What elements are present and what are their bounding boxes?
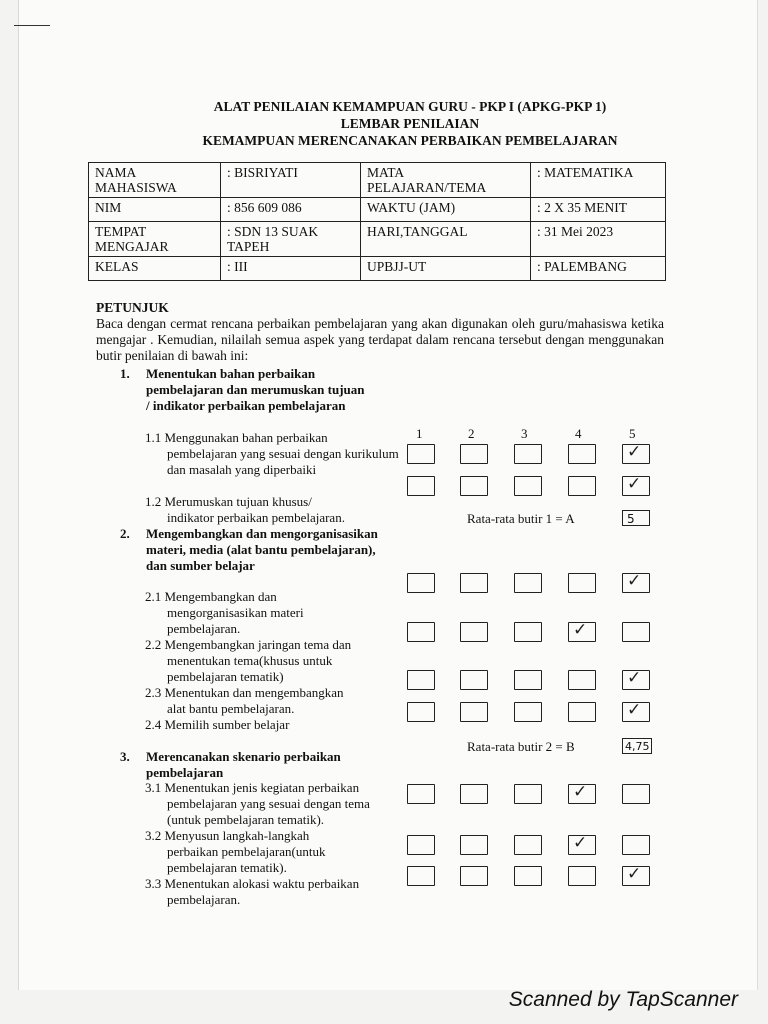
- title-line-1: ALAT PENILAIAN KEMAMPUAN GURU - PKP I (APKG-PKP 1): [213, 99, 607, 114]
- title-line-3: KEMAMPUAN MERENCANAKAN PERBAIKAN PEMBELAJARAN: [202, 133, 618, 148]
- tempat-value: : SDN 13 SUAK TAPEH: [221, 222, 361, 257]
- tempat-label: TEMPAT MENGAJAR: [89, 222, 221, 257]
- item-3-2-number: 3.2: [145, 828, 162, 843]
- kelas-value: : III: [221, 257, 361, 281]
- rating-box-3[interactable]: [514, 702, 542, 722]
- upbjj-label: UPBJJ-UT: [361, 257, 531, 281]
- item-3-1-number: 3.1: [145, 780, 162, 795]
- scanner-watermark: Scanned by TapScanner: [508, 988, 738, 1011]
- rating-box-2[interactable]: [460, 784, 488, 804]
- item-2-1-rest: mengorganisasikan materi pembelajaran.: [167, 605, 304, 636]
- nama-label: NAMA MAHASISWA: [89, 163, 221, 198]
- item-2-3: [145, 685, 405, 717]
- item-1-2-rest: indikator perbaikan pembelajaran.: [167, 510, 345, 525]
- scale-5: 5: [629, 426, 636, 441]
- rating-box-3[interactable]: [514, 573, 542, 593]
- item-3-3: [145, 876, 407, 908]
- item-3-2: [145, 828, 405, 876]
- title-line-2: LEMBAR PENILAIAN: [340, 116, 480, 131]
- kelas-label: KELAS: [89, 257, 221, 281]
- scale-2: 2: [468, 426, 475, 441]
- scale-3: 3: [521, 426, 528, 441]
- item-1-1-rest: pembelajaran yang sesuai dengan kurikulum dan masalah yang diperbaiki: [167, 446, 399, 477]
- nim-value: : 856 609 086: [221, 198, 361, 222]
- item-1-2-number: 1.2: [145, 494, 162, 509]
- rating-box-3[interactable]: [514, 670, 542, 690]
- item-1-1-first: Menggunakan bahan perbaikan: [164, 430, 328, 445]
- rating-box-3[interactable]: [514, 622, 542, 642]
- rating-box-3[interactable]: [514, 476, 542, 496]
- rating-box-5[interactable]: [622, 573, 650, 593]
- rating-box-3[interactable]: [514, 835, 542, 855]
- document-title: [0, 98, 768, 149]
- rating-box-5[interactable]: [622, 702, 650, 722]
- rating-box-5[interactable]: [622, 476, 650, 496]
- rating-box-5[interactable]: [622, 866, 650, 886]
- rating-box-4[interactable]: [568, 444, 596, 464]
- rating-box-4[interactable]: [568, 866, 596, 886]
- item-2-3-rest: alat bantu pembelajaran.: [167, 701, 295, 716]
- section-3-title: Merencanakan skenario perbaikan pembelajaran: [146, 749, 341, 780]
- rating-box-2[interactable]: [460, 702, 488, 722]
- rating-box-2[interactable]: [460, 444, 488, 464]
- item-3-2-rest: perbaikan pembelajaran(untuk pembelajaran tematik).: [167, 844, 326, 875]
- item-2-2-number: 2.2: [145, 637, 162, 652]
- waktu-label: WAKTU (JAM): [361, 198, 531, 222]
- avg-2-label: Rata-rata butir 2 = B: [467, 739, 575, 754]
- rating-box-4[interactable]: [568, 476, 596, 496]
- item-1-1: [145, 430, 405, 478]
- item-2-4-first: Memilih sumber belajar: [164, 717, 290, 732]
- avg-2-value: 4,75: [622, 738, 652, 754]
- item-3-2-first: Menyusun langkah-langkah: [164, 828, 310, 843]
- rating-box-2[interactable]: [460, 866, 488, 886]
- rating-box-1[interactable]: [407, 622, 435, 642]
- hari-label: HARI,TANGGAL: [361, 222, 531, 257]
- rating-box-5[interactable]: [622, 670, 650, 690]
- rating-box-4[interactable]: [568, 835, 596, 855]
- rating-box-2[interactable]: [460, 622, 488, 642]
- petunjuk-text: Baca dengan cermat rencana perbaikan pembelajaran yang akan digunakan oleh guru/mahasiswa ketika mengajar . Kemudian, nilailah semua aspek yang terdapat dalam rencana tersebut dengan menggunakan butir penilaian di bawah ini:: [96, 316, 664, 363]
- rating-box-4[interactable]: [568, 622, 596, 642]
- petunjuk-heading: PETUNJUK: [96, 300, 169, 315]
- item-3-1: [145, 780, 407, 828]
- rating-box-5[interactable]: [622, 444, 650, 464]
- rating-box-1[interactable]: [407, 784, 435, 804]
- item-3-3-rest: pembelajaran.: [167, 892, 241, 907]
- item-1-2: [145, 494, 405, 526]
- item-2-3-first: Menentukan dan mengembangkan: [164, 685, 344, 700]
- rating-box-1[interactable]: [407, 866, 435, 886]
- nim-label: NIM: [89, 198, 221, 222]
- section-1-number: 1.: [120, 366, 130, 381]
- item-2-1-number: 2.1: [145, 589, 162, 604]
- scale-4: 4: [575, 426, 582, 441]
- mapel-label: MATA PELAJARAN/TEMA: [361, 163, 531, 198]
- item-3-1-rest: pembelajaran yang sesuai dengan tema (untuk pembelajaran tematik).: [167, 796, 370, 827]
- rating-box-4[interactable]: [568, 702, 596, 722]
- section-1-title: Menentukan bahan perbaikan pembelajaran dan merumuskan tujuan / indikator perbaikan pembelajaran: [146, 366, 365, 413]
- rating-box-2[interactable]: [460, 835, 488, 855]
- item-2-2: [145, 637, 395, 685]
- hari-value: : 31 Mei 2023: [531, 222, 666, 257]
- nama-value: : BISRIYATI: [221, 163, 361, 198]
- corner-mark: [14, 25, 50, 26]
- rating-box-4[interactable]: [568, 573, 596, 593]
- avg-1-value: 5: [622, 510, 650, 526]
- rating-box-2[interactable]: [460, 476, 488, 496]
- rating-box-2[interactable]: [460, 670, 488, 690]
- rating-box-3[interactable]: [514, 784, 542, 804]
- scale-1: 1: [416, 426, 423, 441]
- item-2-1: [145, 589, 405, 637]
- rating-box-5[interactable]: [622, 622, 650, 642]
- rating-box-4[interactable]: [568, 670, 596, 690]
- waktu-value: : 2 X 35 MENIT: [531, 198, 666, 222]
- item-1-2-first: Merumuskan tujuan khusus/: [164, 494, 312, 509]
- item-2-1-first: Mengembangkan dan: [164, 589, 277, 604]
- rating-box-2[interactable]: [460, 573, 488, 593]
- mapel-value: : MATEMATIKA: [531, 163, 666, 198]
- rating-box-1[interactable]: [407, 835, 435, 855]
- item-3-1-first: Menentukan jenis kegiatan perbaikan: [164, 780, 360, 795]
- rating-box-5[interactable]: [622, 835, 650, 855]
- item-3-3-first: Menentukan alokasi waktu perbaikan: [164, 876, 360, 891]
- avg-1-label: Rata-rata butir 1 = A: [467, 511, 575, 526]
- section-2-title: Mengembangkan dan mengorganisasikan materi, media (alat bantu pembelajaran), dan sumber belajar: [146, 526, 378, 573]
- rating-box-3[interactable]: [514, 866, 542, 886]
- item-2-2-rest: menentukan tema(khusus untuk pembelajaran tematik): [167, 653, 333, 684]
- rating-box-3[interactable]: [514, 444, 542, 464]
- rating-box-4[interactable]: [568, 784, 596, 804]
- rating-box-1[interactable]: [407, 670, 435, 690]
- rating-box-5[interactable]: [622, 784, 650, 804]
- section-3-number: 3.: [120, 749, 130, 764]
- item-2-2-first: Mengembangkan jaringan tema dan: [164, 637, 352, 652]
- rating-box-1[interactable]: [407, 702, 435, 722]
- item-2-3-number: 2.3: [145, 685, 162, 700]
- item-1-1-number: 1.1: [145, 430, 162, 445]
- rating-box-1[interactable]: [407, 476, 435, 496]
- item-2-4: [145, 717, 405, 733]
- section-2-number: 2.: [120, 526, 130, 541]
- rating-box-1[interactable]: [407, 573, 435, 593]
- item-3-3-number: 3.3: [145, 876, 162, 891]
- rating-box-1[interactable]: [407, 444, 435, 464]
- identity-table: [88, 162, 666, 281]
- item-2-4-number: 2.4: [145, 717, 162, 732]
- upbjj-value: : PALEMBANG: [531, 257, 666, 281]
